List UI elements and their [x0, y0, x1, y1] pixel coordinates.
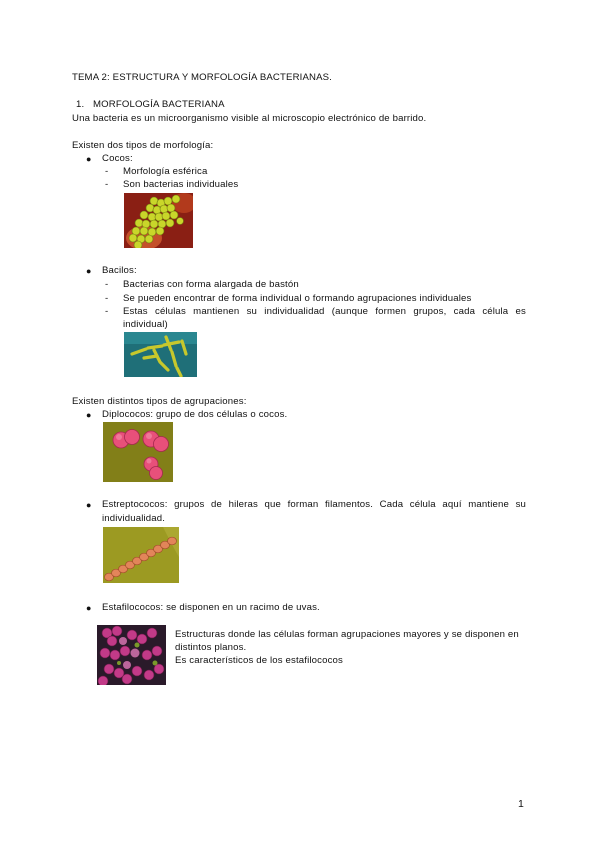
dash-icon: -	[105, 279, 109, 290]
bacilos-item: Estas células mantienen su individualidad (aunque formen grupos, cada célula es	[123, 306, 526, 317]
diplococos-micrograph	[103, 422, 173, 482]
page-number: 1	[518, 798, 524, 810]
cocos-micrograph	[124, 193, 193, 248]
bullet-icon: ●	[86, 154, 92, 164]
estafilococos-description: Estructuras donde las células forman agrupaciones mayores y se disponen en	[175, 629, 519, 640]
dash-icon: -	[105, 179, 109, 190]
cocos-label: Cocos:	[102, 153, 133, 164]
bullet-icon: ●	[86, 603, 92, 613]
section-number: 1.	[76, 99, 85, 110]
bacilos-label: Bacilos:	[102, 265, 137, 276]
cocos-item: Morfología esférica	[123, 166, 208, 177]
section-heading: MORFOLOGÍA BACTERIANA	[93, 99, 225, 110]
estafilococos-description: Es característicos de los estafilococos	[175, 655, 343, 666]
estafilococos-label: Estafilococos: se disponen en un racimo de uvas.	[102, 602, 320, 613]
bacilos-item: Se pueden encontrar de forma individual o formando agrupaciones individuales	[123, 293, 472, 304]
bacilos-micrograph	[124, 332, 197, 377]
bacilos-item: Bacterias con forma alargada de bastón	[123, 279, 299, 290]
estafilococos-description: distintos planos.	[175, 642, 247, 653]
diplococos-label: Diplococos: grupo de dos células o cocos.	[102, 409, 288, 420]
estreptococos-micrograph	[103, 527, 179, 583]
document-title: TEMA 2: ESTRUCTURA Y MORFOLOGÍA BACTERIANAS.	[72, 72, 332, 83]
estreptococos-continuation: individualidad.	[102, 513, 166, 524]
bullet-icon: ●	[86, 500, 92, 510]
bullet-icon: ●	[86, 410, 92, 420]
dash-icon: -	[105, 166, 109, 177]
intro-text: Una bacteria es un microorganismo visible al microscopio electrónico de barrido.	[72, 113, 427, 124]
bacilos-item-continuation: individual)	[123, 319, 168, 330]
estreptococos-label: Estreptococos: grupos de hileras que forman filamentos. Cada célula aquí mantiene su	[102, 499, 526, 510]
morphology-intro: Existen dos tipos de morfología:	[72, 140, 214, 151]
bullet-icon: ●	[86, 266, 92, 276]
estafilococos-micrograph	[97, 625, 166, 685]
cocos-item: Son bacterias individuales	[123, 179, 239, 190]
groupings-intro: Existen distintos tipos de agrupaciones:	[72, 396, 247, 407]
dash-icon: -	[105, 306, 109, 317]
dash-icon: -	[105, 293, 109, 304]
